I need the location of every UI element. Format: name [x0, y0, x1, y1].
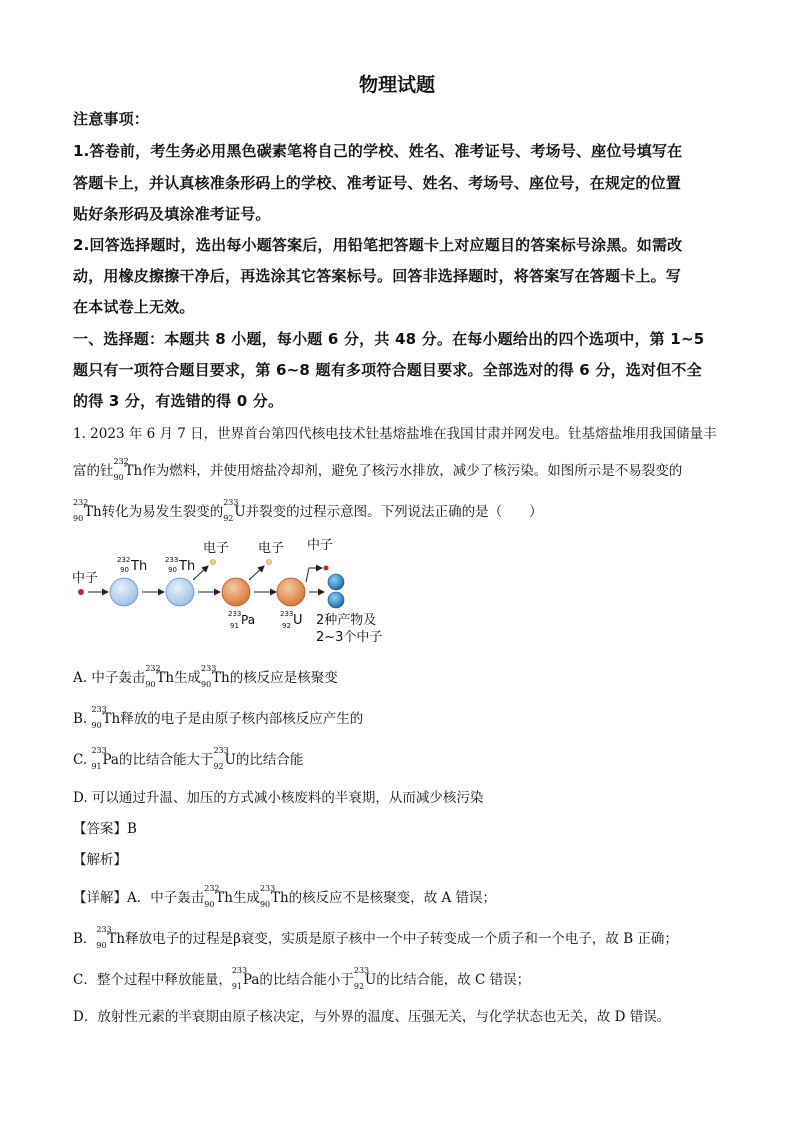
label-pa233-mass: 233 [228, 610, 242, 618]
q1-stem-line3: 232 90 Th转化为易发生裂变的 233 92 U并裂变的过程示意图。下列说法正确的是（ ） [73, 498, 543, 523]
q1-stem-line2: 富的钍 232 90 Th作为燃料，并使用熔盐冷却剂，避免了核污水排放，减少了核污染。如图所示是不易裂变的 [73, 457, 683, 482]
electron-arrow-1 [193, 566, 208, 580]
notice-heading: 注意事项： [73, 110, 150, 128]
electron-arrow-2 [249, 566, 264, 580]
label-products-2: 2~3个中子 [316, 630, 383, 645]
fission-process-diagram [60, 532, 420, 652]
electron-2 [267, 560, 272, 565]
nuclide-th232: 232 90 Th [73, 498, 102, 523]
label-products-1: 2种产物及 [316, 613, 377, 628]
analysis-label: 【解析】 [73, 852, 127, 868]
answer-line: 【答案】B [73, 821, 137, 837]
neutron-out-arrow [306, 568, 322, 582]
notice-line: 答题卡上，并认真核准条形码上的学校、准考证号、姓名、考场号、座位号，在规定的位置 [73, 174, 682, 192]
q1-stem-line1: 1. 2023 年 6 月 7 日，世界首台第四代核电技术钍基熔盐堆在我国甘肃并网发电。钍基熔盐堆用我国储量丰 [73, 426, 717, 442]
label-pa233-sym: Pa [241, 613, 256, 627]
option-b: B. 233 90 Th释放的电子是由原子核内部核反应产生的 [73, 705, 364, 730]
option-c: C. 233 91 Pa的比结合能大于 233 92 U的比结合能 [73, 746, 304, 771]
label-th233-z: 90 [168, 566, 177, 574]
option-a: A. 中子轰击 232 90 Th生成 233 90 Th的核反应是核聚变 [73, 664, 338, 689]
label-neutron-out: 中子 [307, 538, 334, 553]
option-d: D. 可以通过升温、加压的方式减小核废料的半衰期，从而减少核污染 [73, 790, 484, 806]
label-th233-mass: 233 [165, 556, 179, 564]
nucleus-u233 [277, 578, 305, 606]
nucleus-th233 [166, 578, 194, 606]
section-line: 的得 3 分，有选错的得 0 分。 [73, 392, 284, 410]
electron-1 [211, 560, 216, 565]
section-line: 一、选择题：本题共 8 小题，每小题 6 分，共 48 分。在每小题给出的四个选项中，第 1~5 [73, 330, 705, 348]
explain-c: C．整个过程中释放能量， 233 91 Pa的比结合能小于 233 92 U的比结合能，故 C 错误； [73, 966, 531, 991]
label-pa233-z: 91 [230, 622, 239, 630]
product-nucleus-2 [328, 592, 344, 608]
label-electron-1: 电子 [203, 541, 230, 556]
label-th232-z: 90 [120, 566, 129, 574]
nuclide-th232: 232 90 Th [113, 457, 143, 482]
explain-b: B． 233 90 Th释放电子的过程是β衰变，实质是原子核中一个中子转变成一个质子和一个电子，故 B 正确； [73, 925, 678, 950]
label-u233-mass: 233 [280, 610, 294, 618]
explain-d: D．放射性元素的半衰期由原子核决定，与外界的温度、压强无关，与化学状态也无关，故 D 错误。 [73, 1009, 671, 1025]
neutron-out [324, 566, 329, 571]
neutron-in [78, 589, 84, 595]
nucleus-pa233 [222, 578, 250, 606]
notice-line: 2.回答选择题时，选出每小题答案后，用铅笔把答题卡上对应题目的答案标号涂黑。如需改 [73, 236, 683, 254]
page-title: 物理试题 [358, 74, 435, 96]
product-nucleus-1 [328, 574, 344, 590]
nucleus-th232 [110, 578, 138, 606]
notice-line: 贴好条形码及填涂准考证号。 [73, 205, 271, 223]
notice-line: 动，用橡皮擦擦干净后，再选涂其它答案标号。回答非选择题时，将答案写在答题卡上。写 [73, 267, 682, 285]
label-u233-z: 92 [282, 622, 291, 630]
label-th232-sym: Th [131, 559, 148, 574]
label-neutron-in: 中子 [72, 571, 99, 586]
label-u233-sym: U [293, 613, 303, 628]
nuclide-u233: 233 92 U [223, 498, 246, 523]
label-electron-2: 电子 [258, 541, 285, 556]
notice-line: 1.答卷前，考生务必用黑色碳素笔将自己的学校、姓名、准考证号、考场号、座位号填写在 [73, 142, 683, 160]
explain-a: 【详解】A．中子轰击 232 90 Th生成 233 90 Th的核反应不是核聚变，故 A 错误； [73, 884, 496, 909]
section-line: 题只有一项符合题目要求，第 6~8 题有多项符合题目要求。全部选对的得 6 分，选对但不全 [73, 361, 702, 379]
label-th233-sym: Th [179, 559, 196, 574]
label-th232-mass: 232 [117, 556, 131, 564]
notice-line: 在本试卷上无效。 [73, 298, 195, 316]
